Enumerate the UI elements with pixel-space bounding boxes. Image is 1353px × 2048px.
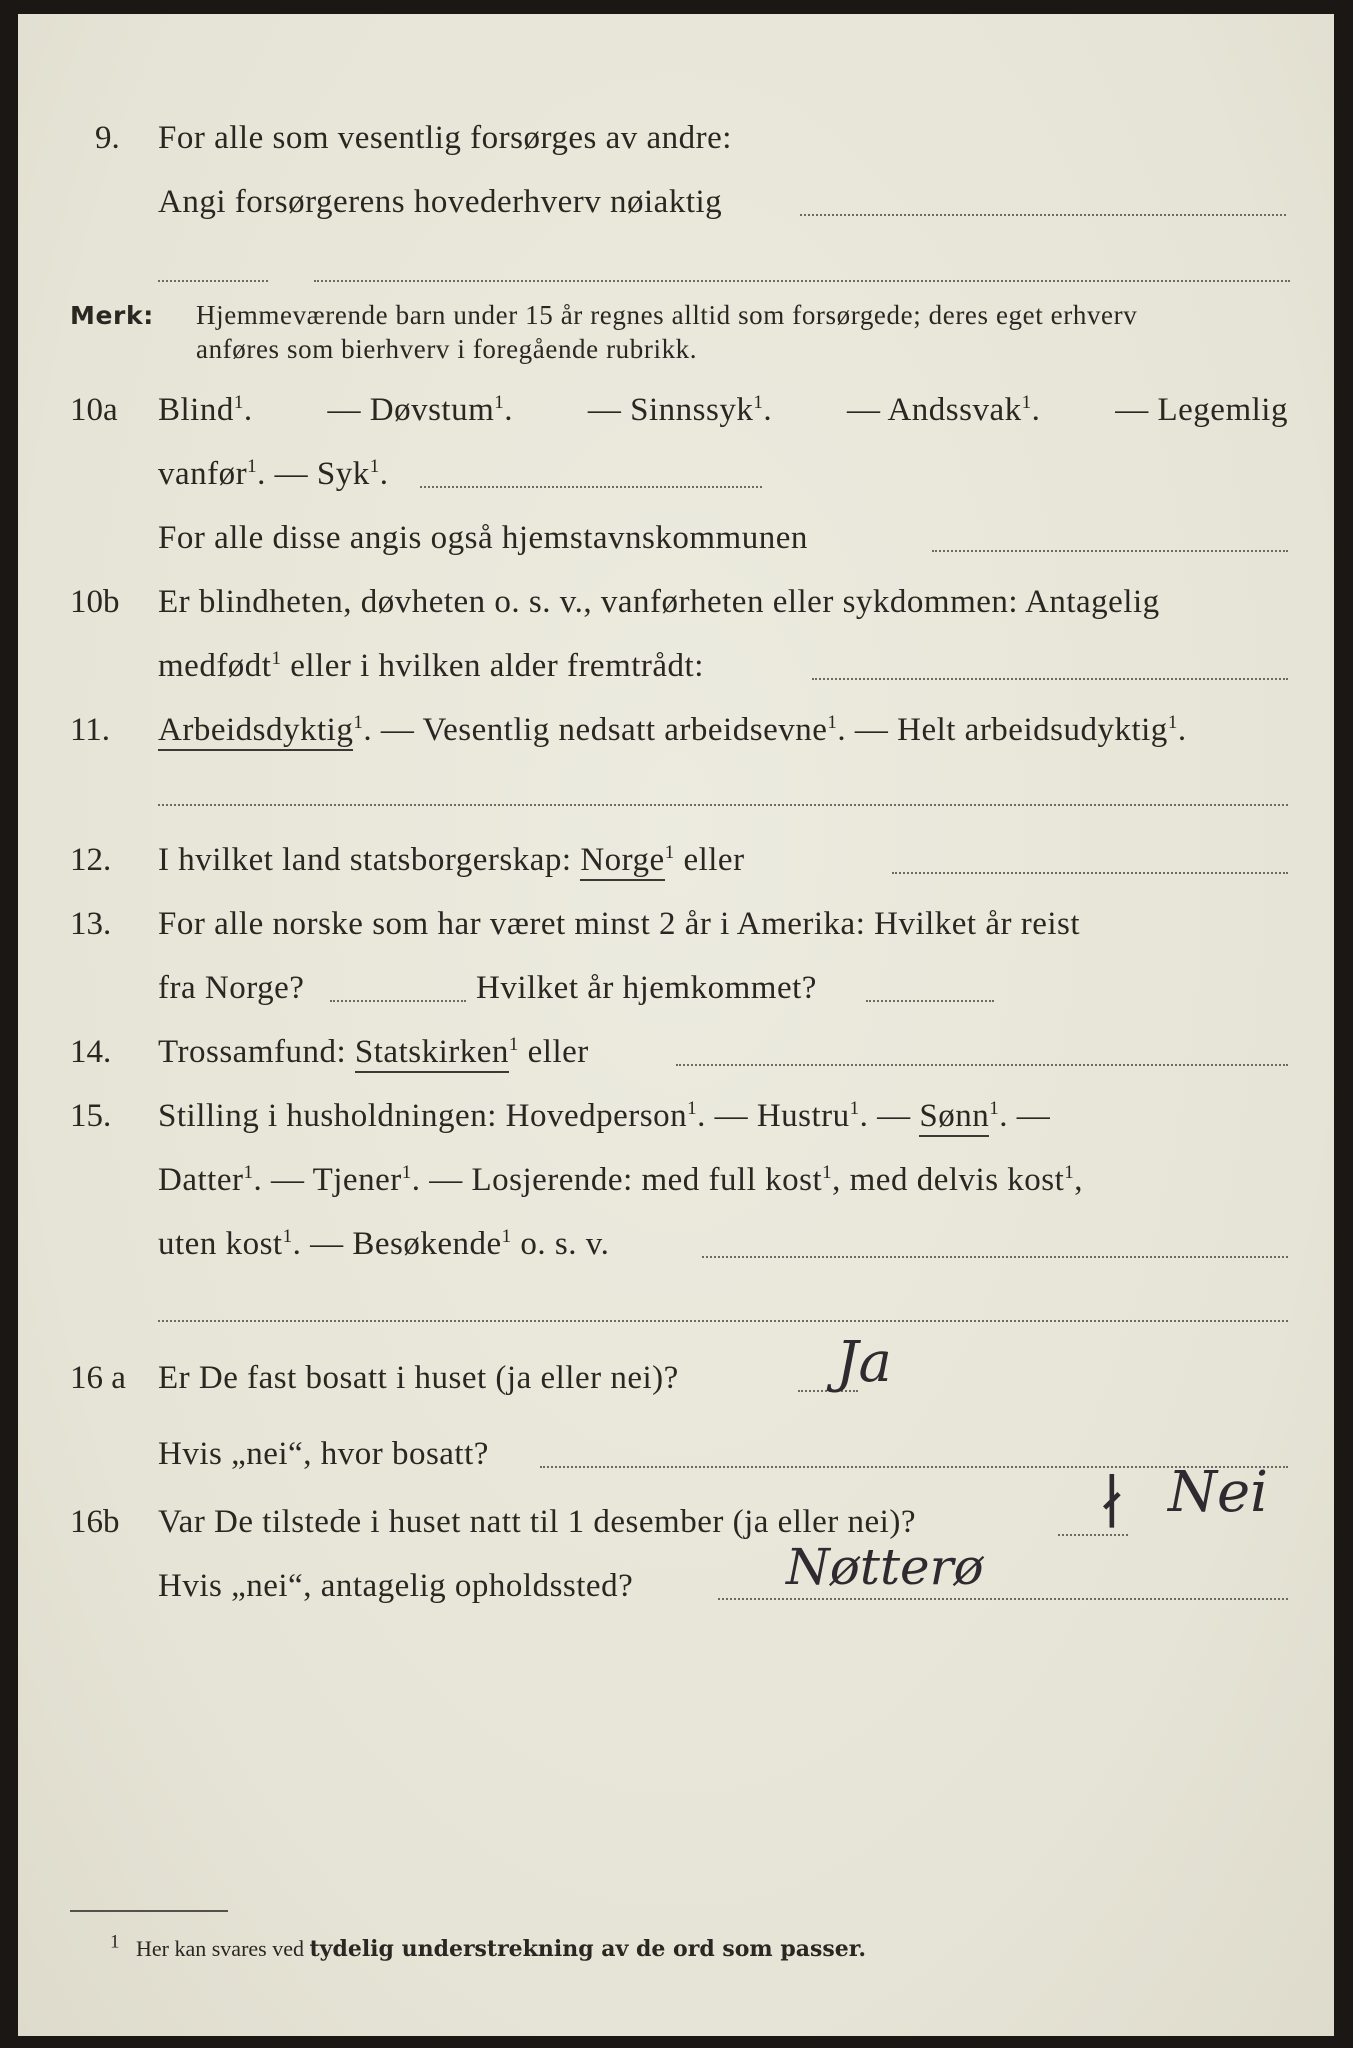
q13-number: 13.	[70, 906, 112, 942]
q9-line1: For alle som vesentlig forsørges av andre:	[158, 120, 732, 156]
q15-underlined-answer: Sønn	[919, 1098, 989, 1137]
merk-line1: Hjemmeværende barn under 15 år regnes alltid som forsørgede; deres eget erhverv	[196, 300, 1138, 330]
footnote-rule	[70, 1910, 228, 1912]
q13-line1: For alle norske som har været minst 2 år i Amerika: Hvilket år reist	[158, 906, 1081, 942]
q15-extra-line	[158, 1320, 1288, 1322]
q12-number: 12.	[70, 842, 112, 878]
q16b-handwritten-answer: Nei	[1168, 1460, 1269, 1525]
q10a-number: 10a	[70, 392, 118, 428]
q15-number: 15.	[70, 1098, 112, 1134]
footnote: 1 Her kan svares ved tydelig understrekning av de ord som passer.	[110, 1931, 866, 1962]
q15-line3: uten kost$^1$. — Besøkende$^1$ o. s. v.	[158, 1226, 610, 1262]
q16a-number: 16 a	[70, 1360, 126, 1396]
q10a-line1: Blind$^1$. — Døvstum$^1$. — Sinnssyk$^1$. — Andssvak$^1$. — Legemlig	[158, 392, 1288, 428]
q13-line2b: Hvilket år hjemkommet?	[476, 970, 817, 1006]
q16b-line1: Var De tilstede i huset natt til 1 desember (ja eller nei)?	[158, 1504, 916, 1540]
q14-underlined-answer: Statskirken	[355, 1034, 509, 1073]
q16b-line2: Hvis „nei“, antagelig opholdssted?	[158, 1568, 634, 1604]
q10a-line3: For alle disse angis også hjemstavnskommunen	[158, 520, 808, 556]
q16b-handwritten-place: Nøtterø	[786, 1538, 984, 1596]
q16b-place-line	[718, 1598, 1288, 1600]
q10a-line2: vanfør$^1$. — Syk$^1$.	[158, 456, 389, 492]
q11-number: 11.	[70, 712, 111, 748]
q10a-sick-line	[420, 486, 762, 488]
q14-line: Trossamfund: Statskirken$^1$ eller	[158, 1032, 589, 1072]
q15-line1: Stilling i husholdningen: Hovedperson$^1$. — Hustru$^1$. — Sønn$^1$. —	[158, 1096, 1050, 1136]
q10b-answer-line	[812, 678, 1288, 680]
q10b-number: 10b	[70, 584, 120, 620]
census-form-page	[18, 14, 1334, 2036]
q11-extra-line	[158, 804, 1288, 806]
q13-return-line	[866, 1000, 994, 1002]
q16b-number: 16b	[70, 1504, 120, 1540]
q12-underlined-answer: Norge	[580, 842, 664, 881]
q14-answer-line	[676, 1064, 1288, 1066]
q12-line: I hvilket land statsborgerskap: Norge$^1$ eller	[158, 840, 745, 880]
q10b-line1: Er blindheten, døvheten o. s. v., vanførheten eller sykdommen: Antagelig	[158, 584, 1160, 620]
q15-answer-line	[702, 1256, 1288, 1258]
q11-line: Arbeidsdyktig$^1$. — Vesentlig nedsatt arbeidsevne$^1$. — Helt arbeidsudyktig$^1$.	[158, 710, 1187, 750]
q16a-line1: Er De fast bosatt i huset (ja eller nei)?	[158, 1360, 679, 1396]
q9-number: 9.	[95, 120, 120, 156]
q16b-handwritten-mark: ∤	[1098, 1468, 1126, 1536]
q9-answer-line	[800, 214, 1286, 216]
q16a-line2: Hvis „nei“, hvor bosatt?	[158, 1436, 489, 1472]
merk-label: Merk:	[70, 301, 154, 330]
q10a-municipality-line	[932, 550, 1288, 552]
merk-line2: anføres som bierhverv i foregående rubrikk.	[196, 334, 698, 364]
q9-extra-line-b	[314, 280, 1290, 282]
q10b-line2: medfødt$^1$ eller i hvilken alder fremtrådt:	[158, 648, 704, 684]
q15-line2: Datter$^1$. — Tjener$^1$. — Losjerende: med full kost$^1$, med delvis kost$^1$,	[158, 1162, 1084, 1198]
q9-extra-line-a	[158, 280, 268, 282]
q11-underlined-answer: Arbeidsdyktig	[158, 712, 353, 751]
q13-departure-line	[330, 1000, 466, 1002]
q9-line2: Angi forsørgerens hovederhverv nøiaktig	[158, 184, 723, 220]
q12-answer-line	[892, 872, 1288, 874]
q16a-handwritten-answer: Ja	[836, 1330, 892, 1395]
q14-number: 14.	[70, 1034, 112, 1070]
q13-line2a: fra Norge?	[158, 970, 305, 1006]
